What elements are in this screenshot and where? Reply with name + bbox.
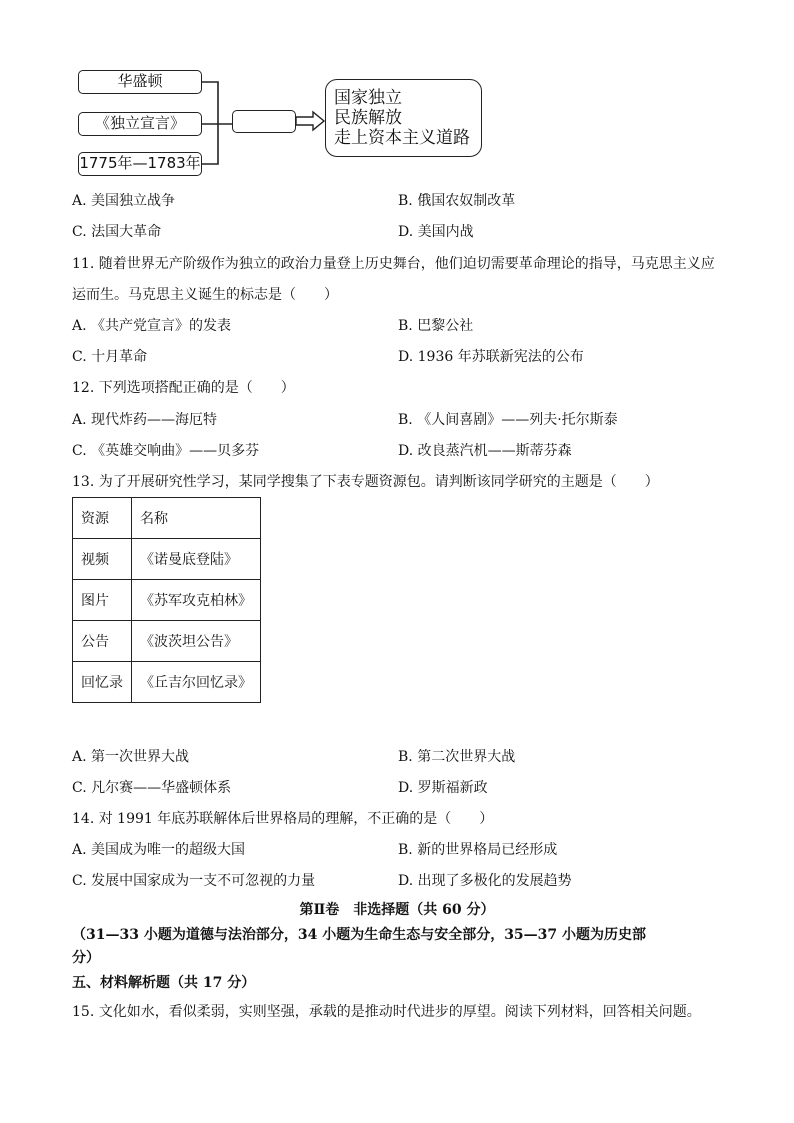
q13-option-b[interactable]: B. 第二次世界大战 [398,749,516,765]
result-line-3: 走上资本主义道路 [334,128,470,148]
table-header-cell: 资源 [73,498,132,539]
q12-option-a[interactable]: A. 现代炸药——海厄特 [72,412,218,428]
q14-option-c[interactable]: C. 发展中国家成为一支不可忽视的力量 [72,873,316,889]
q13-option-c[interactable]: C. 凡尔赛——华盛顿体系 [72,780,232,796]
table-cell: 《诺曼底登陆》 [132,539,261,580]
q12-option-b[interactable]: B. 《人间喜剧》——列夫·托尔斯泰 [398,412,618,428]
q14-stem: 14. 对 1991 年底苏联解体后世界格局的理解，不正确的是（ ） [72,811,494,827]
q13-stem: 13. 为了开展研究性学习，某同学搜集了下表专题资源包。请判断该同学研究的主题是（ ） [72,474,659,490]
table-row [73,539,261,580]
q11-option-a[interactable]: A. 《共产党宣言》的发表 [72,318,232,334]
q12-option-c[interactable]: C. 《英雄交响曲》——贝多芬 [72,443,260,459]
table-header-cell: 名称 [132,498,261,539]
q11-option-c[interactable]: C. 十月革命 [72,349,148,365]
part2-title: 第Ⅱ卷 非选择题（共 60 分） [299,902,495,918]
table-cell: 公告 [73,621,132,662]
q14-option-d[interactable]: D. 出现了多极化的发展趋势 [398,873,572,889]
table-row [73,621,261,662]
resource-table [72,497,261,703]
q12-option-d[interactable]: D. 改良蒸汽机——斯蒂芬森 [398,443,572,459]
part2-note-line2: 分） [72,950,100,966]
q14-option-a[interactable]: A. 美国成为唯一的超级大国 [72,842,246,858]
q10-option-d[interactable]: D. 美国内战 [398,224,474,240]
q13-option-a[interactable]: A. 第一次世界大战 [72,749,190,765]
section-heading: 五、材料解析题（共 17 分） [72,975,256,991]
q13-option-d[interactable]: D. 罗斯福新政 [398,780,488,796]
q11-stem-line1: 11. 随着世界无产阶级作为独立的政治力量登上历史舞台，他们迫切需要革命理论的指导，马克思主义应 [72,256,715,272]
table-cell: 回忆录 [73,662,132,703]
diagram-blank-box [232,110,296,133]
table-cell: 《苏军攻克柏林》 [132,580,261,621]
table-row [73,580,261,621]
diagram-item-declaration: 《独立宣言》 [78,112,202,136]
q11-stem-line2: 运而生。马克思主义诞生的标志是（ ） [72,287,338,303]
table-cell: 《丘吉尔回忆录》 [132,662,261,703]
q10-option-a[interactable]: A. 美国独立战争 [72,193,176,209]
table-row [73,662,261,703]
table-cell: 《波茨坦公告》 [132,621,261,662]
table-cell: 图片 [73,580,132,621]
result-line-2: 民族解放 [334,108,402,128]
q11-option-d[interactable]: D. 1936 年苏联新宪法的公布 [398,349,584,365]
q10-option-c[interactable]: C. 法国大革命 [72,224,162,240]
q12-stem: 12. 下列选项搭配正确的是（ ） [72,380,295,396]
diagram-item-years: 1775年—1783年 [78,152,202,176]
diagram-item-washington: 华盛顿 [78,70,202,94]
q11-option-b[interactable]: B. 巴黎公社 [398,318,474,334]
q15-stem: 15. 文化如水，看似柔弱，实则坚强，承载的是推动时代进步的厚望。阅读下列材料，回答相关问题。 [72,1004,701,1020]
part2-note-line1: （31—33 小题为道德与法治部分，34 小题为生命生态与安全部分，35—37 小题为历史部 [72,927,647,943]
q14-option-b[interactable]: B. 新的世界格局已经形成 [398,842,558,858]
diagram-result-box [325,79,482,157]
table-cell: 视频 [73,539,132,580]
q10-option-b[interactable]: B. 俄国农奴制改革 [398,193,516,209]
result-line-1: 国家独立 [334,88,402,108]
table-header-row [73,498,261,539]
